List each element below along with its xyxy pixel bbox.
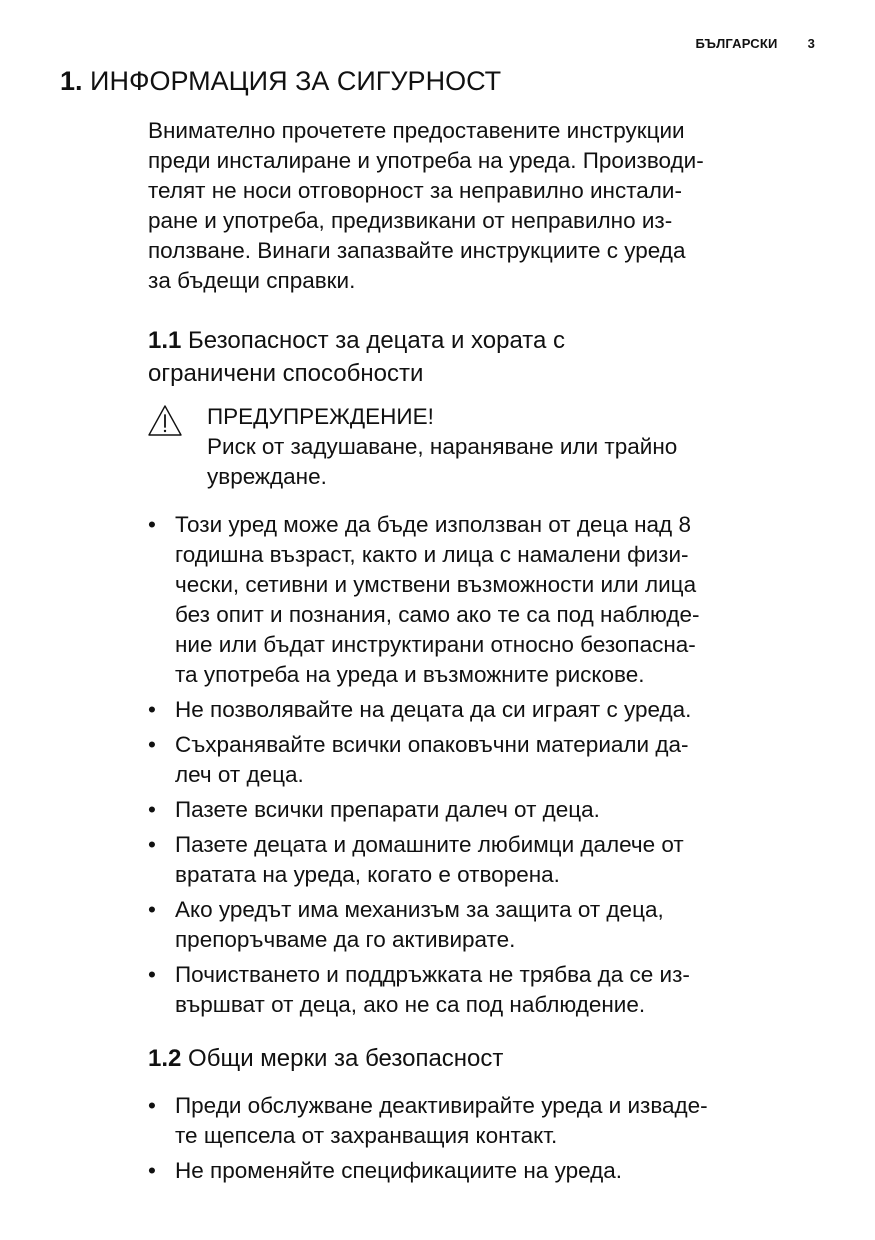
section-1-1-title-line: Безопасност за децата и хората с <box>188 327 566 354</box>
list-item <box>148 830 818 890</box>
bullet-symbol: • <box>148 832 156 857</box>
list-item-line: Не променяйте спецификациите на уреда. <box>175 1158 622 1183</box>
list-item-line: препоръчваме да го активирате. <box>175 927 516 952</box>
list-item-line: Този уред може да бъде използван от деца над 8 <box>175 512 691 537</box>
section-1-1-number: 1.1 <box>148 327 182 354</box>
intro-line: телят не носи отговорност за неправилно инстали- <box>148 178 682 203</box>
list-item-line: вършват от деца, ако не са под наблюдение. <box>175 992 646 1017</box>
section-1-2-title-text: Общи мерки за безопасност <box>188 1045 504 1072</box>
warning-title: ПРЕДУПРЕЖДЕНИЕ! <box>207 404 434 429</box>
list-item <box>148 730 818 790</box>
chapter-title-text: ИНФОРМАЦИЯ ЗА СИГУРНОСТ <box>90 66 502 96</box>
list-item-line: леч от деца. <box>175 762 304 787</box>
bullet-symbol: • <box>148 732 156 757</box>
warning-text <box>207 432 818 492</box>
warning-text-line: увреждане. <box>207 464 327 489</box>
intro-line: за бъдещи справки. <box>148 268 356 293</box>
warning-text-line: Риск от задушаване, нараняване или трайно <box>207 434 678 459</box>
list-item-line: чески, сетивни и умствени възможности или лица <box>175 572 697 597</box>
chapter-number: 1. <box>60 66 83 96</box>
bullet-symbol: • <box>148 797 156 822</box>
section-1-2-bullet-list <box>148 1091 818 1186</box>
list-item <box>148 895 818 955</box>
section-1-1-bullet-list <box>148 510 818 1020</box>
bullet-symbol: • <box>148 1093 156 1118</box>
list-item-line: без опит и познания, само ако те са под наблюде- <box>175 602 700 627</box>
chapter-title <box>60 64 501 98</box>
list-item-line: годишна възраст, както и лица с намалени физи- <box>175 542 689 567</box>
warning-triangle-icon <box>147 404 183 438</box>
page-header <box>696 36 815 51</box>
section-1-1-title <box>148 324 818 390</box>
bullet-symbol: • <box>148 962 156 987</box>
warning-block <box>148 402 818 492</box>
bullet-symbol: • <box>148 697 156 722</box>
list-item-line: Преди обслужване деактивирайте уреда и изваде- <box>175 1093 708 1118</box>
bullet-symbol: • <box>148 512 156 537</box>
list-item-line: Пазете децата и домашните любимци далече от <box>175 832 684 857</box>
list-item-line: те щепсела от захранващия контакт. <box>175 1123 558 1148</box>
section-1-1-title-line: ограничени способности <box>148 360 424 387</box>
list-item <box>148 1091 818 1151</box>
intro-paragraph <box>148 116 818 296</box>
page-number: 3 <box>807 36 815 51</box>
list-item-line: Съхранявайте всички опаковъчни материали да- <box>175 732 689 757</box>
bullet-symbol: • <box>148 1158 156 1183</box>
list-item <box>148 960 818 1020</box>
intro-line: ране и употреба, предизвикани от неправилно из- <box>148 208 673 233</box>
intro-line: ползване. Винаги запазвайте инструкциите с уреда <box>148 238 686 263</box>
section-1-2-number: 1.2 <box>148 1045 182 1072</box>
list-item-line: Почистването и поддръжката не трябва да се из- <box>175 962 690 987</box>
main-content <box>148 116 818 1191</box>
list-item-line: Пазете всички препарати далеч от деца. <box>175 797 600 822</box>
list-item-line: Ако уредът има механизъм за защита от деца, <box>175 897 664 922</box>
list-item <box>148 1156 818 1186</box>
list-item-line: та употреба на уреда и възможните рискове. <box>175 662 645 687</box>
header-language: БЪЛГАРСКИ <box>695 36 778 51</box>
list-item <box>148 510 818 690</box>
list-item-line: ние или бъдат инструктирани относно безопасна- <box>175 632 696 657</box>
section-1-2-title <box>148 1042 818 1075</box>
bullet-symbol: • <box>148 897 156 922</box>
intro-line: Внимателно прочетете предоставените инструкции <box>148 118 685 143</box>
list-item-line: Не позволявайте на децата да си играят с уреда. <box>175 697 692 722</box>
list-item <box>148 695 818 725</box>
list-item <box>148 795 818 825</box>
list-item-line: вратата на уреда, когато е отворена. <box>175 862 560 887</box>
intro-line: преди инсталиране и употреба на уреда. Производи- <box>148 148 704 173</box>
